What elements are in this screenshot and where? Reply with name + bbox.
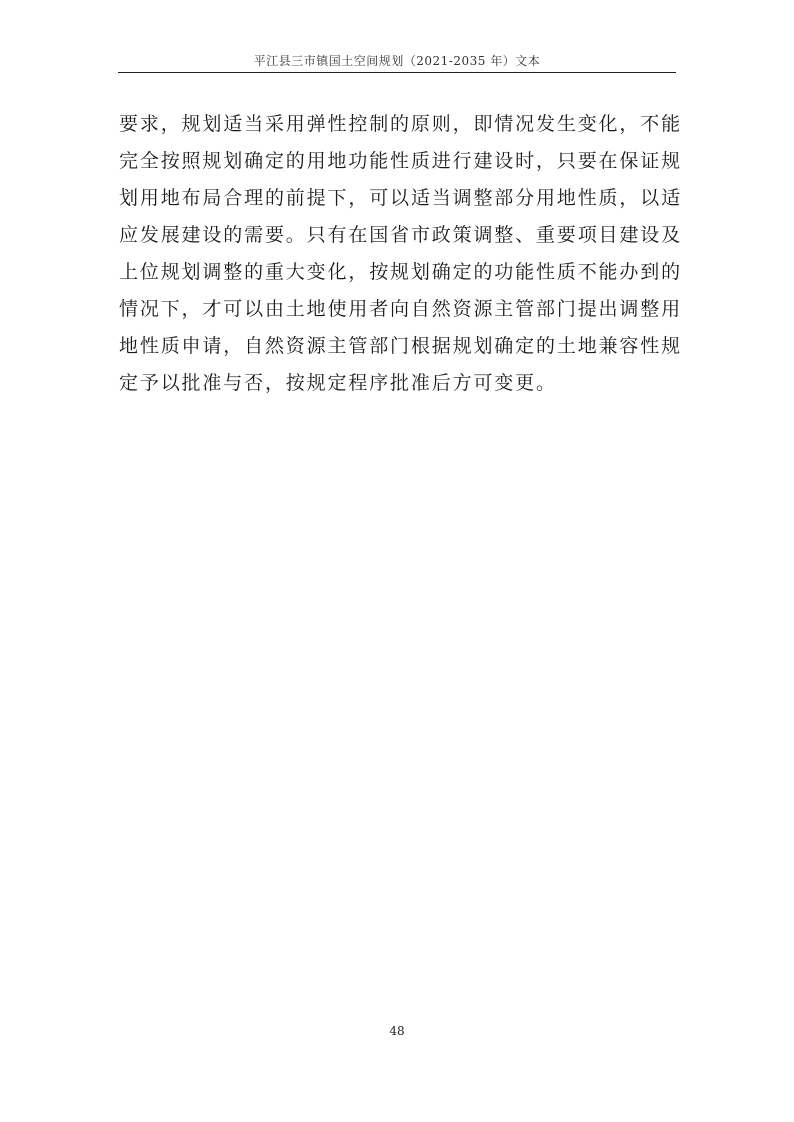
paragraph-line: 定予以批准与否，按规定程序批准后方可变更。 bbox=[119, 372, 557, 394]
paragraph-line: 上位规划调整的重大变化，按规划确定的功能性质不能办到的 bbox=[119, 261, 682, 283]
paragraph-line: 地性质申请，自然资源主管部门根据规划确定的土地兼容性规 bbox=[119, 335, 682, 357]
page-number: 48 bbox=[389, 1024, 405, 1038]
paragraph-line: 要求，规划适当采用弹性控制的原则，即情况发生变化，不能 bbox=[119, 113, 682, 135]
paragraph-line: 划用地布局合理的前提下，可以适当调整部分用地性质，以适 bbox=[119, 187, 682, 209]
paragraph-line: 情况下，才可以由土地使用者向自然资源主管部门提出调整用 bbox=[119, 298, 682, 320]
page-header-title: 平江县三市镇国土空间规划（2021-2035 年）文本 bbox=[253, 54, 541, 68]
paragraph-line: 应发展建设的需要。只有在国省市政策调整、重要项目建设及 bbox=[119, 224, 682, 246]
header-divider bbox=[118, 72, 676, 73]
body-paragraph bbox=[119, 106, 682, 402]
paragraph-line: 完全按照规划确定的用地功能性质进行建设时，只要在保证规 bbox=[119, 150, 682, 172]
